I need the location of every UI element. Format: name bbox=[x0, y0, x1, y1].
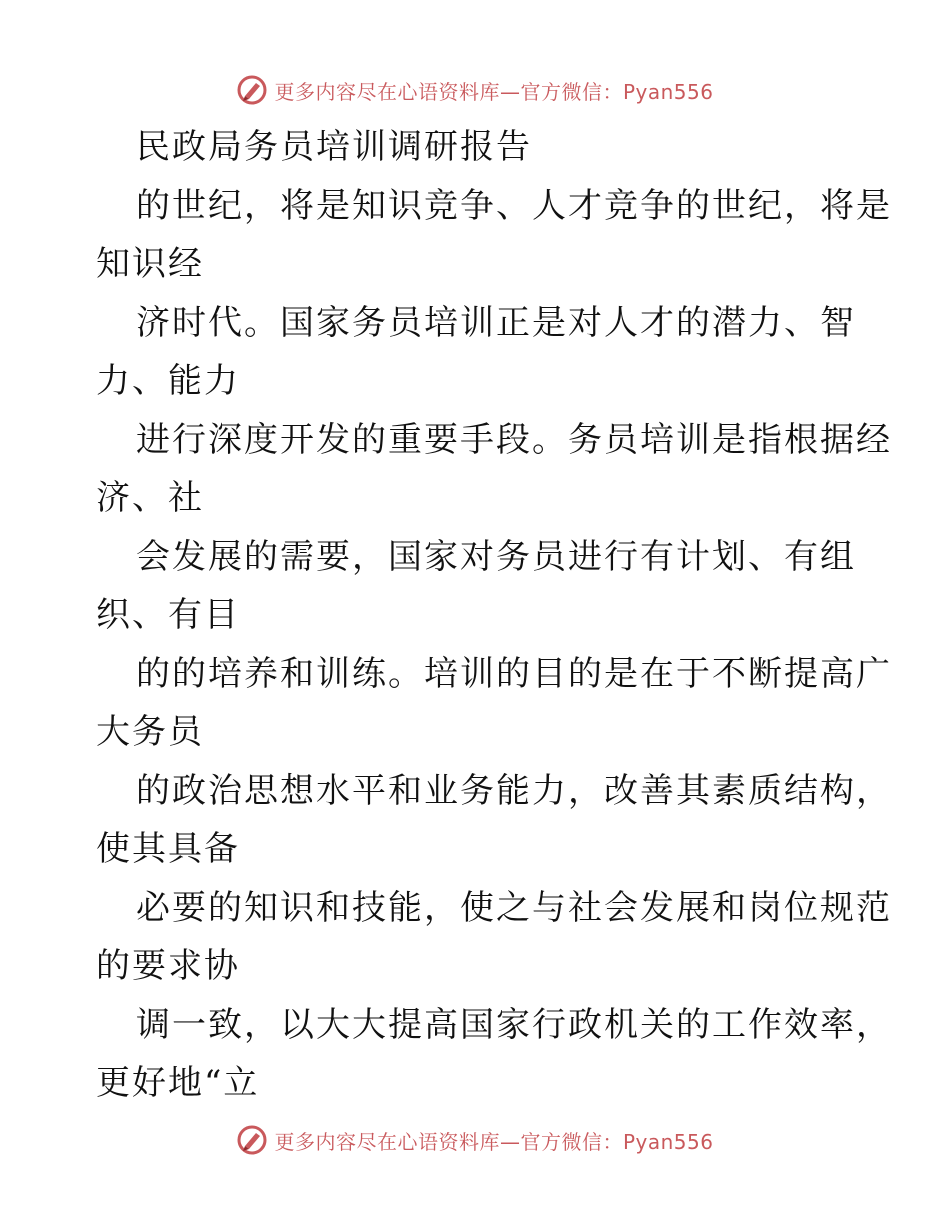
document-line: 力、能力 bbox=[96, 361, 240, 401]
pen-logo-icon bbox=[236, 1124, 268, 1156]
footer-banner bbox=[0, 1120, 950, 1160]
document-line: 大务员 bbox=[96, 712, 204, 752]
header-banner-text: 更多内容尽在心语资料库—官方微信：Pyan556 bbox=[274, 79, 714, 104]
document-line: 使其具备 bbox=[96, 829, 240, 869]
document-line: 知识经 bbox=[96, 244, 204, 284]
document-line: 济、社 bbox=[96, 478, 204, 518]
document-line: 济时代。国家务员培训正是对人才的潜力、智 bbox=[136, 302, 856, 343]
document-line: 的要求协 bbox=[96, 946, 240, 986]
document-line: 的的培养和训练。培训的目的是在于不断提高广 bbox=[136, 653, 892, 694]
document-line: 的世纪，将是知识竞争、人才竞争的世纪，将是 bbox=[136, 185, 892, 226]
document-line: 必要的知识和技能，使之与社会发展和岗位规范 bbox=[136, 887, 892, 928]
header-banner bbox=[0, 70, 950, 110]
document-line: 进行深度开发的重要手段。务员培训是指根据经 bbox=[136, 419, 892, 460]
document-line: 民政局务员培训调研报告 bbox=[136, 127, 532, 167]
document-line: 更好地“立 bbox=[96, 1063, 260, 1103]
pen-logo-icon bbox=[236, 74, 268, 106]
document-line: 的政治思想水平和业务能力，改善其素质结构， bbox=[136, 770, 892, 811]
document-line: 调一致，以大大提高国家行政机关的工作效率， bbox=[136, 1004, 892, 1045]
document-line: 会发展的需要，国家对务员进行有计划、有组 bbox=[136, 536, 856, 577]
footer-banner-text: 更多内容尽在心语资料库—官方微信：Pyan556 bbox=[274, 1129, 714, 1154]
document-body bbox=[96, 118, 892, 1113]
document-line: 织、有目 bbox=[96, 595, 240, 635]
